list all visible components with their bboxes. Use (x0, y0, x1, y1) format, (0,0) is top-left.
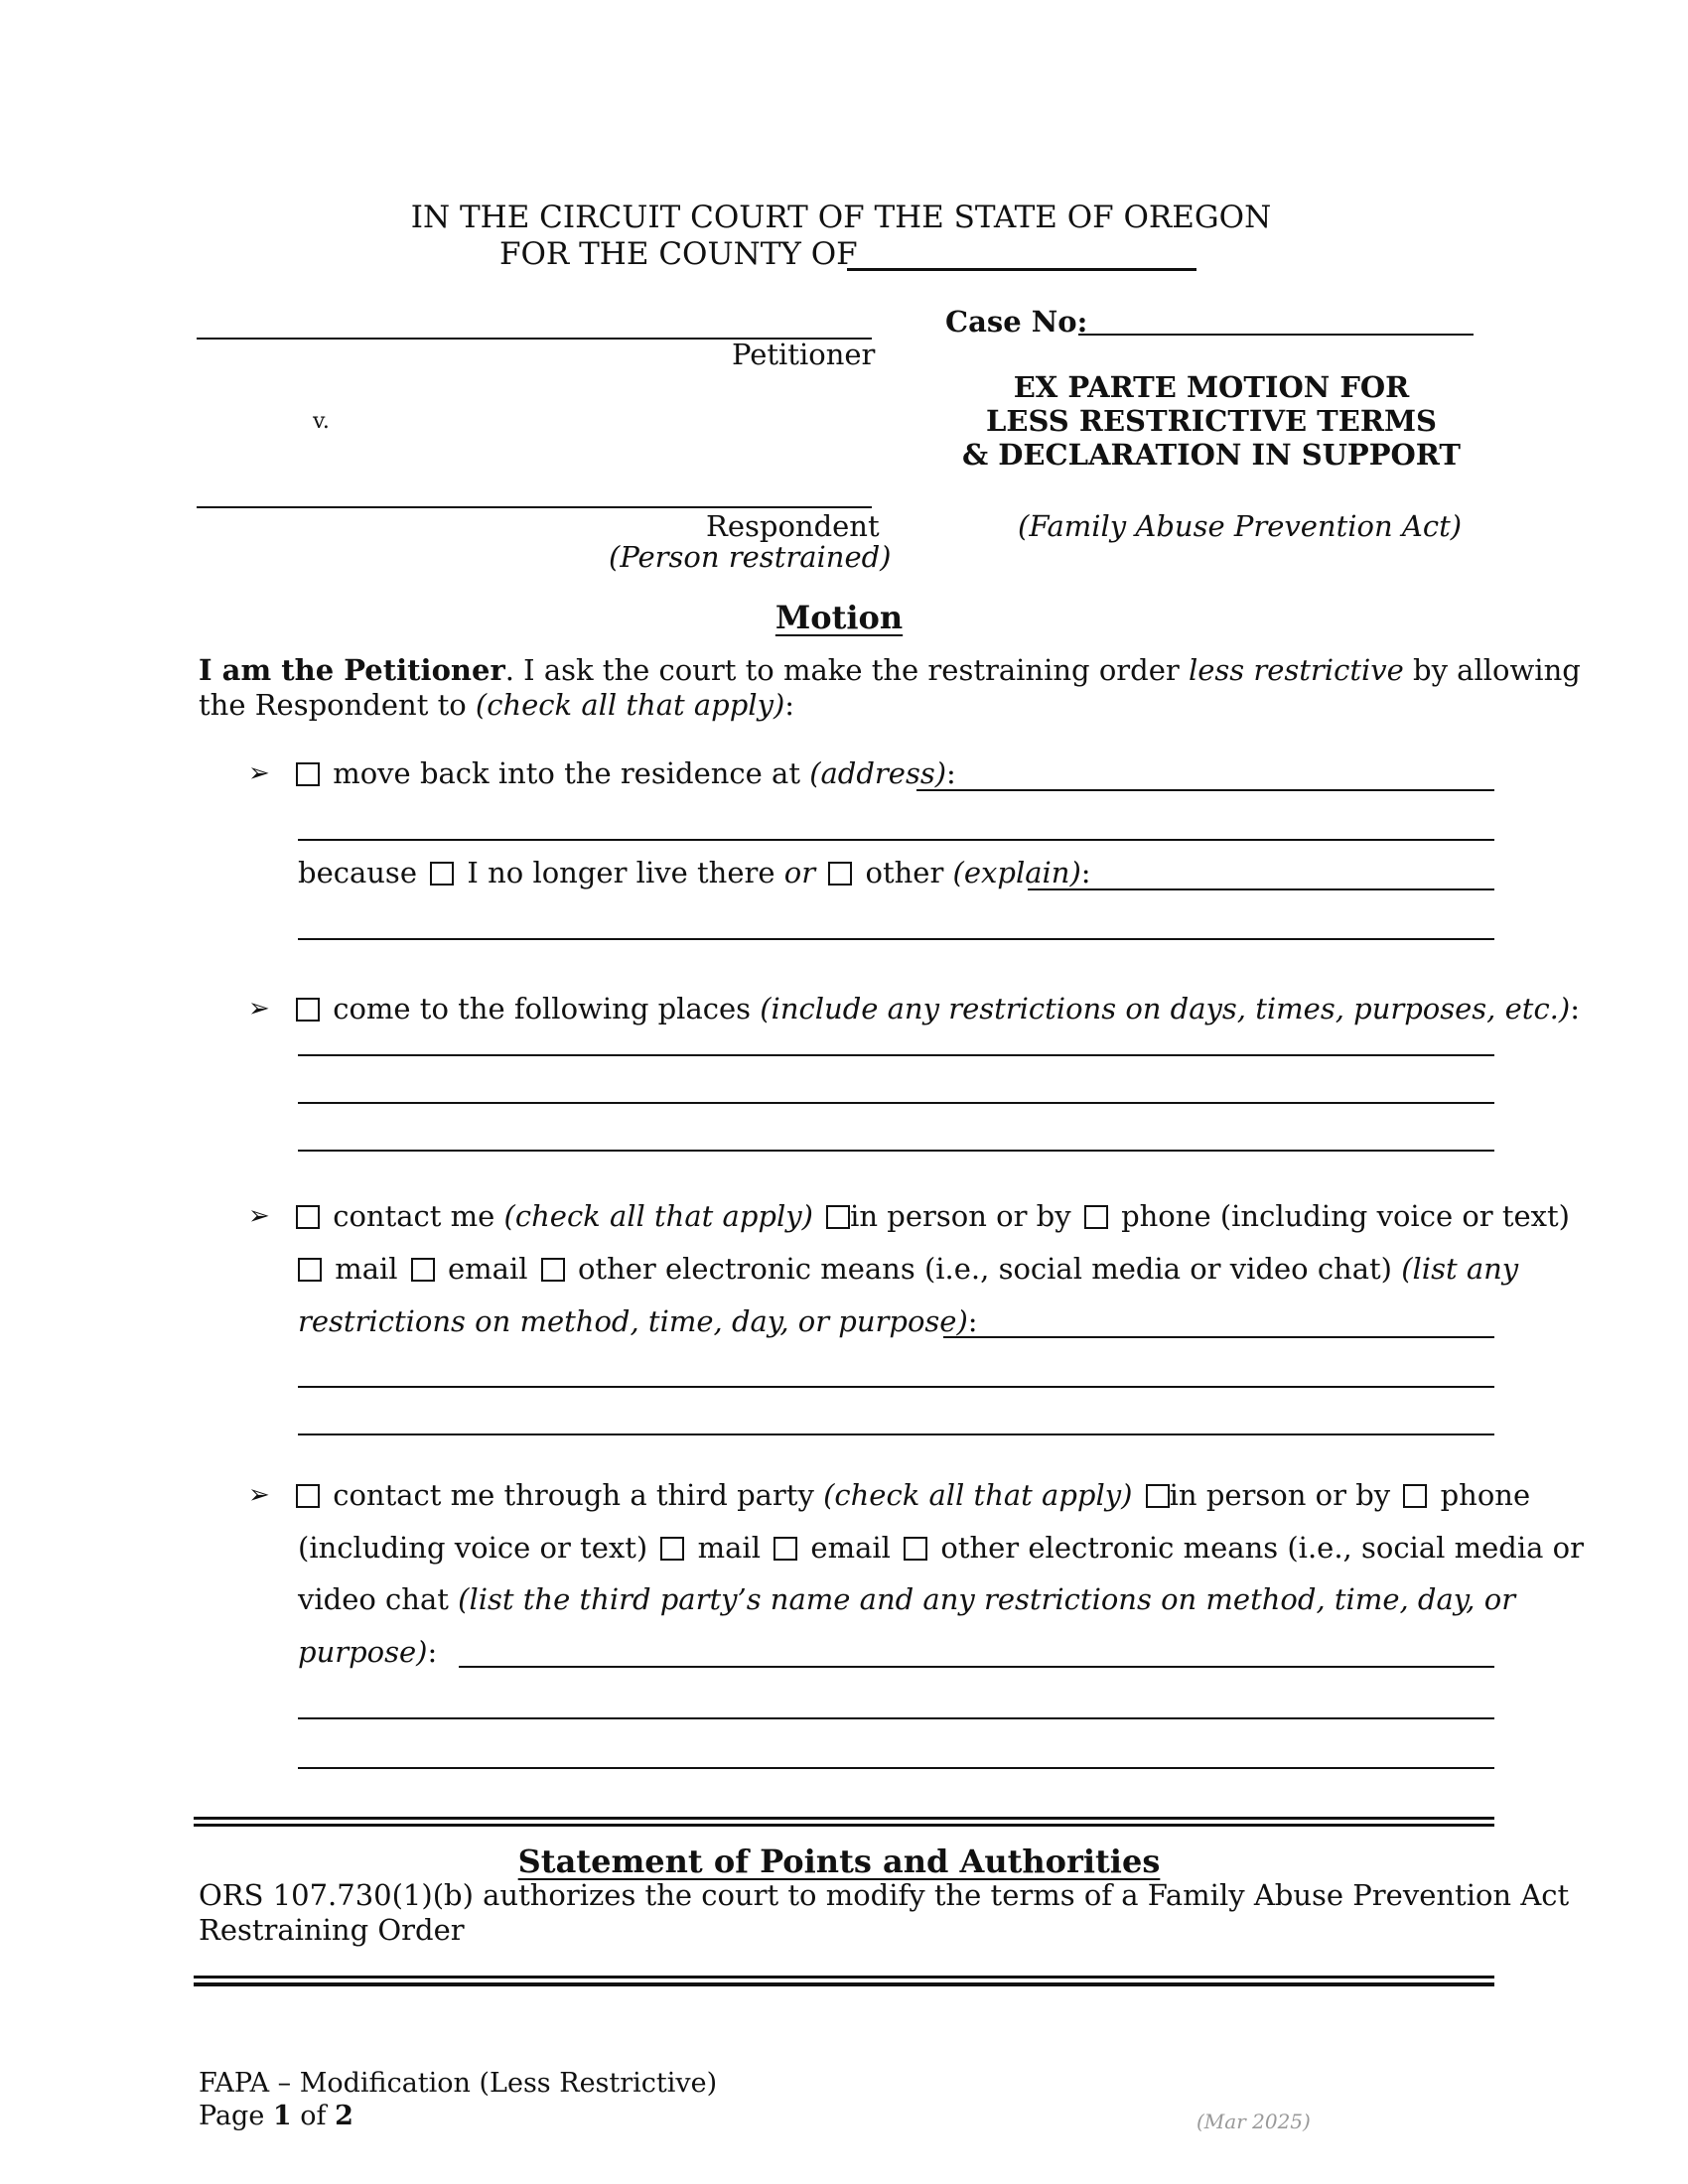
no-longer-live-checkbox[interactable] (430, 862, 454, 886)
page-of: of (291, 2101, 336, 2131)
intro-text1: . I ask the court to make the restraining order (504, 653, 1189, 687)
explain-colon: : (1080, 856, 1091, 889)
third-party-phone-checkbox[interactable] (1403, 1484, 1427, 1508)
third-party-other-electronic-checkbox[interactable] (904, 1537, 927, 1561)
contact-restrictions-line2[interactable] (298, 1386, 1494, 1388)
contact-me-checkbox[interactable] (296, 1205, 320, 1229)
item1-text: move back into the residence at (333, 756, 810, 790)
item3-line2 (298, 1251, 1518, 1287)
third-party-list-label: (list the third party’s name and any restrictions on method, time, day, or (458, 1582, 1516, 1616)
intro-italic: less restrictive (1188, 653, 1404, 687)
title-line1: EX PARTE MOTION FOR (1013, 370, 1410, 404)
mail-label: mail (335, 1252, 398, 1286)
page-prefix: Page (199, 2101, 273, 2131)
no-longer-label: I no longer live there (467, 856, 784, 889)
item3-line1 (296, 1198, 1570, 1234)
email-label: email (448, 1252, 528, 1286)
places-line2[interactable] (298, 1102, 1494, 1104)
other-electronic-label: other electronic means (i.e., social media or video chat) (577, 1252, 1402, 1286)
third-party-email-label: email (810, 1531, 891, 1565)
email-checkbox[interactable] (411, 1258, 435, 1282)
contact-restrictions-line1[interactable] (943, 1336, 1494, 1338)
third-party-email-checkbox[interactable] (774, 1537, 797, 1561)
third-party-phone-label: phone (1440, 1478, 1531, 1512)
page-total: 2 (335, 2101, 353, 2131)
other-reason-checkbox[interactable] (828, 862, 852, 886)
item2-colon: : (1570, 992, 1580, 1025)
intro-line2-a: the Respondent to (199, 688, 476, 722)
item4-colon: : (427, 1635, 438, 1669)
versus-label: v. (313, 409, 330, 434)
authorities-line1: ORS 107.730(1)(b) authorizes the court to modify the terms of a Family Abuse Prevention Act (199, 1878, 1570, 1912)
restrictions-label: restrictions on method, time, day, or purpose) (298, 1304, 968, 1338)
voice-text-label: (including voice or text) (298, 1531, 648, 1565)
bullet-arrow-icon: ➢ (248, 994, 270, 1024)
title-line3: & DECLARATION IN SUPPORT (962, 438, 1461, 472)
or-label: or (783, 856, 816, 889)
phone-checkbox[interactable] (1084, 1205, 1108, 1229)
case-no-blank[interactable] (1078, 334, 1474, 336)
third-party-in-person-label: in person or by (1169, 1478, 1391, 1512)
item2-line1 (296, 991, 1580, 1026)
authorities-heading: Statement of Points and Authorities (517, 1843, 1161, 1880)
item1-because-line (298, 855, 1091, 890)
motion-heading: Motion (774, 599, 904, 636)
third-party-line1[interactable] (459, 1666, 1494, 1668)
places-line1[interactable] (298, 1054, 1494, 1056)
item4-line3 (298, 1581, 1515, 1617)
explain-label: (explain) (952, 856, 1081, 889)
item4-line1 (296, 1477, 1530, 1513)
item2-italic: (include any restrictions on days, times, purposes, etc.) (760, 992, 1571, 1025)
item3-italic: (check all that apply) (503, 1199, 813, 1233)
contact-restrictions-line3[interactable] (298, 1433, 1494, 1435)
item4-line4 (298, 1634, 437, 1670)
page-num: 1 (272, 2101, 292, 2131)
address-line2[interactable] (298, 839, 1494, 841)
item1-colon: : (946, 756, 956, 790)
county-blank[interactable] (847, 268, 1196, 271)
act-name: (Family Abuse Prevention Act) (1018, 509, 1463, 543)
bullet-arrow-icon: ➢ (248, 1480, 270, 1510)
third-party-mail-label: mail (697, 1531, 761, 1565)
places-checkbox[interactable] (296, 998, 320, 1022)
motion-intro-line2 (199, 687, 794, 723)
move-back-checkbox[interactable] (296, 762, 320, 786)
third-party-checkbox[interactable] (296, 1484, 320, 1508)
intro-text2: by allowing (1403, 653, 1581, 687)
respondent-note: (Person restrained) (609, 540, 892, 574)
in-person-checkbox[interactable] (826, 1205, 850, 1229)
places-line3[interactable] (298, 1150, 1494, 1152)
section-divider-top (194, 1817, 1494, 1827)
address-line1[interactable] (916, 789, 1494, 791)
motion-intro-line1 (199, 652, 1581, 688)
item4-text: contact me through a third party (333, 1478, 824, 1512)
case-no-label: Case No: (945, 305, 1088, 339)
other-label: other (865, 856, 953, 889)
authorities-line2: Restraining Order (199, 1913, 465, 1947)
respondent-label: Respondent (706, 509, 880, 543)
footer-page-number (199, 2100, 353, 2132)
because-label: because (298, 856, 417, 889)
intro-line2-italic: (check all that apply) (475, 688, 785, 722)
purpose-label: purpose) (298, 1635, 428, 1669)
third-party-other-electronic-label: other electronic means (i.e., social media or (940, 1531, 1584, 1565)
other-electronic-checkbox[interactable] (541, 1258, 565, 1282)
bullet-arrow-icon: ➢ (248, 1201, 270, 1231)
title-line2: LESS RESTRICTIVE TERMS (986, 404, 1437, 438)
county-label: FOR THE COUNTY OF (499, 236, 858, 272)
bullet-arrow-icon: ➢ (248, 758, 270, 788)
third-party-mail-checkbox[interactable] (660, 1537, 684, 1561)
third-party-in-person-checkbox[interactable] (1146, 1484, 1170, 1508)
item4-italic: (check all that apply) (823, 1478, 1133, 1512)
item4-line2 (298, 1530, 1584, 1566)
footer-revision: (Mar 2025) (1196, 2110, 1311, 2133)
video-chat-label: video chat (298, 1582, 459, 1616)
mail-checkbox[interactable] (298, 1258, 322, 1282)
third-party-line2[interactable] (298, 1717, 1494, 1719)
footer-form-name: FAPA – Modification (Less Restrictive) (199, 2068, 718, 2099)
item3-line3 (298, 1303, 978, 1339)
county-line (499, 235, 858, 273)
petitioner-label: Petitioner (732, 338, 876, 371)
item1-line1 (296, 755, 956, 791)
third-party-line3[interactable] (298, 1767, 1494, 1769)
in-person-label: in person or by (850, 1199, 1071, 1233)
intro-bold: I am the Petitioner (199, 653, 505, 687)
item3-colon: : (967, 1304, 978, 1338)
court-name-line1: IN THE CIRCUIT COURT OF THE STATE OF OREGON (410, 200, 1272, 235)
document-title (933, 370, 1489, 472)
item2-text: come to the following places (333, 992, 761, 1025)
explain-line1[interactable] (1028, 888, 1494, 890)
item1-italic: (address) (809, 756, 947, 790)
phone-label: phone (including voice or text) (1121, 1199, 1570, 1233)
intro-line2-b: : (784, 688, 795, 722)
item3-text: contact me (333, 1199, 504, 1233)
section-divider-bottom (194, 1976, 1494, 1986)
explain-line2[interactable] (298, 938, 1494, 940)
list-any-label: (list any (1401, 1252, 1519, 1286)
